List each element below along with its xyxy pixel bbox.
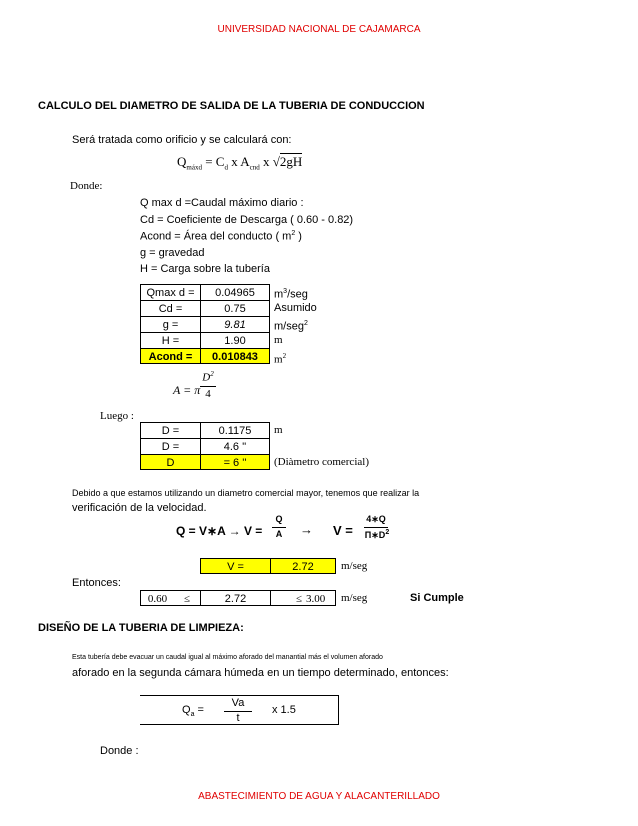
luego-label: Luego : <box>100 410 134 422</box>
page-footer: ABASTECIMIENTO DE AGUA Y ALACANTERILLADO <box>198 791 440 802</box>
area-formula-lhs: A = π <box>173 383 201 397</box>
donde-label: Donde: <box>70 180 103 192</box>
limpieza-line: aforado en la segunda cámara húmeda en un tiempo determinado, entonces: <box>72 667 449 679</box>
t1-value-cd: 0.75 <box>200 300 270 316</box>
t2-unit-d3: (Diàmetro comercial) <box>274 456 369 468</box>
t1-value-h: 1.90 <box>200 332 270 348</box>
area-fraction-bar <box>200 386 216 387</box>
area-formula-den: 4 <box>205 388 211 400</box>
check-le-1: ≤ <box>174 590 200 606</box>
section-title-limpieza: DISEÑO DE LA TUBERIA DE LIMPIEZA: <box>38 622 244 634</box>
def-cd: Cd = Coeficiente de Descarga ( 0.60 - 0.82) <box>140 214 354 226</box>
vf2-num: 4∗Q <box>366 514 386 524</box>
t1-value-g: 9.81 <box>200 316 270 332</box>
t1-unit-h: m <box>274 334 283 346</box>
t2-unit-d1: m <box>274 424 283 436</box>
t2-value-d2: 4.6 '' <box>200 438 270 454</box>
vf1-bar <box>272 527 286 528</box>
vf2-den: $\Pi∗D^2$ <box>364 529 390 540</box>
t2-label-d1: D = <box>140 422 200 438</box>
t2-value-d3: = 6 '' <box>200 454 270 470</box>
t2-value-d1: 0.1175 <box>200 422 270 438</box>
sqrt-icon: √ <box>272 154 280 169</box>
donde-2-label: Donde : <box>100 745 139 757</box>
velocity-formula-1: Q = V∗A → V = <box>176 524 263 538</box>
qa-multiplier: x 1.5 <box>272 704 296 716</box>
section-title-conduccion: CALCULO DEL DIAMETRO DE SALIDA DE LA TUBERIA DE CONDUCCION <box>38 100 425 112</box>
def-g: g = gravedad <box>140 247 205 259</box>
vf1-den: A <box>275 529 283 539</box>
def-h: H = Carga sobre la tubería <box>140 263 270 275</box>
check-value: 2.72 <box>200 590 270 606</box>
limpieza-note: Esta tubería debe evacuar un caudal igual al máximo aforado del manantial más el volumen aforado <box>72 654 383 661</box>
check-le-2: ≤ <box>270 590 306 606</box>
vf1-num: Q <box>275 514 283 524</box>
v-label: V = <box>200 558 270 574</box>
vf2-bar <box>364 527 388 528</box>
page-header: UNIVERSIDAD NACIONAL DE CAJAMARCA <box>217 24 421 35</box>
check-result: Si Cumple <box>410 592 464 604</box>
check-unit: m/seg <box>341 592 368 604</box>
t2-label-d2: D = <box>140 438 200 454</box>
t1-label-g: g = <box>140 316 200 332</box>
arrow-icon: → <box>300 522 313 537</box>
def-qmaxd: Q max d =Caudal máximo diario : <box>140 197 304 209</box>
t1-value-qmaxd: 0.04965 <box>200 284 270 300</box>
check-low: 0.60 <box>140 590 174 606</box>
note-line-2: verificación de la velocidad. <box>72 502 207 514</box>
check-high: 3.00 <box>306 590 336 606</box>
t1-unit-qmaxd: $m^3$/seg <box>274 288 308 301</box>
note-line-1: Debido a que estamos utilizando un diametro comercial mayor, tenemos que realizar la <box>72 488 420 498</box>
t1-label-h: H = <box>140 332 200 348</box>
area-formula-num: $D^2$ <box>202 370 214 384</box>
intro-text: Será tratada como orificio y se calculará con: <box>72 134 292 146</box>
v-unit: m/seg <box>341 560 368 572</box>
def-acond: Acond = Área del conducto ( $m^2$ ) <box>140 230 302 243</box>
qa-box-right-border <box>338 695 339 725</box>
t1-label-qmaxd: Qmax d = <box>140 284 200 300</box>
t1-label-cd: Cd = <box>140 300 200 316</box>
v-value: 2.72 <box>270 558 336 574</box>
t2-label-d3: D <box>140 454 200 470</box>
qa-label: $Q_a$ = <box>182 704 204 719</box>
entonces-label: Entonces: <box>72 577 121 589</box>
t1-unit-cd: Asumido <box>274 302 317 314</box>
t1-unit-acond: $m^2$ <box>274 352 287 366</box>
t1-unit-g: m/seg$^2$ <box>274 320 308 333</box>
qa-den: t <box>236 712 240 724</box>
t1-label-acond: Acond = <box>140 348 200 364</box>
discharge-formula: $Q_{máxd} = C_d$ x $A_{cnd}$ x √2gH <box>177 154 303 172</box>
qa-num: Va <box>231 697 245 709</box>
t1-value-acond: 0.010843 <box>200 348 270 364</box>
velocity-formula-2: V = <box>333 523 353 538</box>
